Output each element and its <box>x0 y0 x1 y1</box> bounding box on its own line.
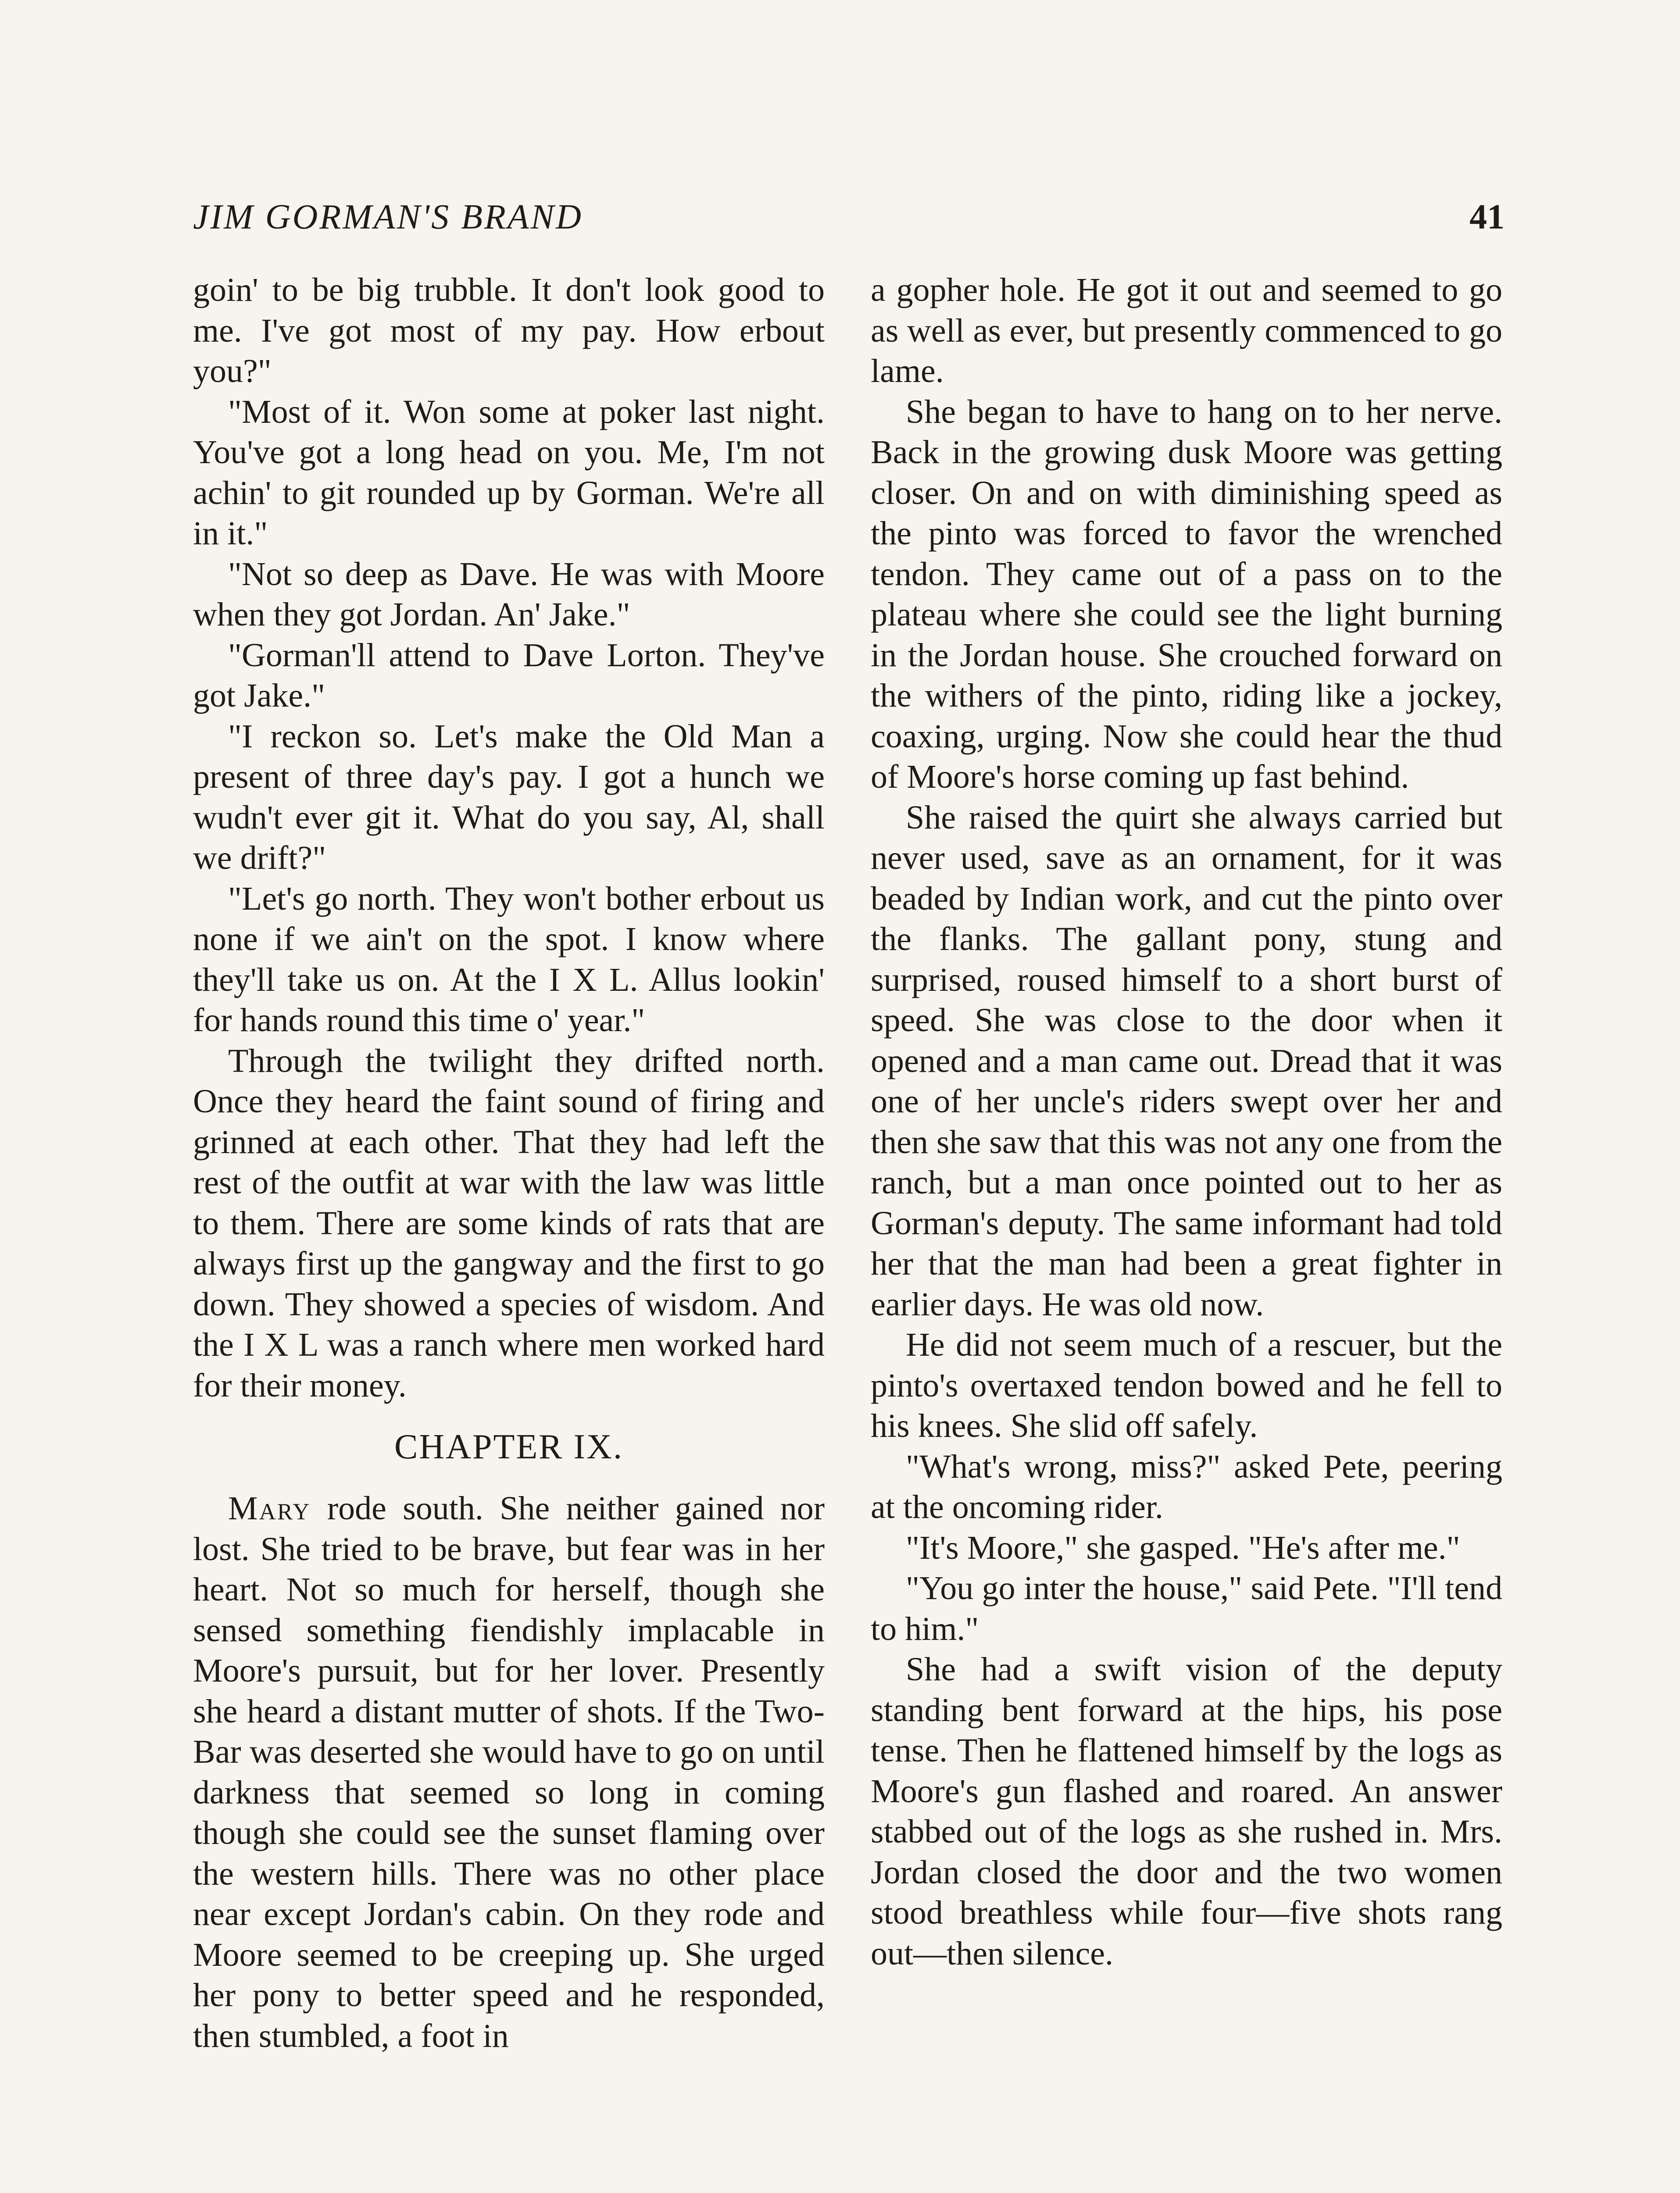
paragraph: "Gorman'll attend to Dave Lorton. They've got Jake." <box>193 636 825 714</box>
chapter-opening-word: Mary <box>228 1490 311 1527</box>
page-header <box>193 197 1505 250</box>
paragraph: goin' to be big trubble. It don't look good to me. I've got most of my pay. How erbout you?" <box>193 271 825 389</box>
paragraph <box>193 1488 825 2056</box>
paragraph: "You go inter the house," said Pete. "I'll tend to him." <box>871 1570 1502 1647</box>
paragraph: She began to have to hang on to her nerve. Back in the growing dusk Moore was getting closer. On and on with diminishing speed as the pinto was forced to favor the wrenched tendon. They came out of a pass on to the plateau where she could see the light burning in the Jordan house. She crouched forward on the withers of the pinto, riding like a jockey, coaxing, urging. Now she could hear the thud of Moore's horse coming up fast behind. <box>871 393 1502 795</box>
paragraph: "It's Moore," she gasped. "He's after me." <box>906 1529 1460 1566</box>
paragraph: Through the twilight they drifted north. Once they heard the faint sound of firing and grinned at each other. That they had left the rest of the outfit at war with the law was little to them. There are some kinds of rats that are always first up the gangway and the first to go down. They showed a species of wisdom. And the I X L was a ranch where men worked hard for their money. <box>193 1042 825 1404</box>
paragraph: "Most of it. Won some at poker last night. You've got a long head on you. Me, I'm not achin' to git rounded up by Gorman. We're all in it." <box>193 393 825 552</box>
paragraph: a gopher hole. He got it out and seemed to go as well as ever, but presently commenced to go lame. <box>871 271 1502 389</box>
paragraph: "Let's go north. They won't bother erbout us none if we ain't on the spot. I know where they'll take us on. At the I X L. Allus lookin' for hands round this time o' year." <box>193 880 825 1039</box>
running-title: JIM GORMAN'S BRAND <box>193 198 583 236</box>
chapter-heading: CHAPTER IX. <box>394 1428 623 1466</box>
paragraph: She raised the quirt she always carried but never used, save as an ornament, for it was beaded by Indian work, and cut the pinto over the flanks. The gallant pony, stung and surprised, roused himself to a short burst of speed. She was close to the door when it opened and a man came out. Dread that it was one of her uncle's riders swept over her and then she saw that this was not any one from the ranch, but a man once pointed out to her as Gorman's deputy. The same informant had told her that the man had been a great fighter in earlier days. He was old now. <box>871 799 1502 1323</box>
paragraph: "Not so deep as Dave. He was with Moore when they got Jordan. An' Jake." <box>193 555 825 633</box>
paragraph: He did not seem much of a rescuer, but the pinto's overtaxed tendon bowed and he fell to his knees. She slid off safely. <box>871 1326 1502 1444</box>
paragraph-text: rode south. She neither gained nor lost. She tried to be brave, but fear was in her heart. Not so much for herself, though she sensed something fiendishly implacable in Moore's pursuit, but for her lover. Presently she heard a distant mutter of shots. If the Two-Bar was deserted she would have to go on until darkness that seemed so long in coming though she could see the sunset flaming over the western hills. There was no other place near except Jordan's cabin. On they rode and Moore seemed to be creeping up. She urged her pony to better speed and he responded, then stumbled, a foot in <box>193 1490 825 2054</box>
paragraph: "I reckon so. Let's make the Old Man a present of three day's pay. I got a hunch we wudn't ever git it. What do you say, Al, shall we drift?" <box>193 718 825 876</box>
right-column <box>871 270 1502 1974</box>
left-column <box>193 270 825 2056</box>
paragraph: "What's wrong, miss?" asked Pete, peering at the oncoming rider. <box>871 1448 1502 1525</box>
paragraph: She had a swift vision of the deputy standing bent forward at the hips, his pose tense. Then he flattened himself by the logs as Moore's gun flashed and roared. An answer stabbed out of the logs as she rushed in. Mrs. Jordan closed the door and the two women stood breathless while four—five shots rang out—then silence. <box>871 1651 1502 1972</box>
page-number: 41 <box>1469 198 1505 236</box>
